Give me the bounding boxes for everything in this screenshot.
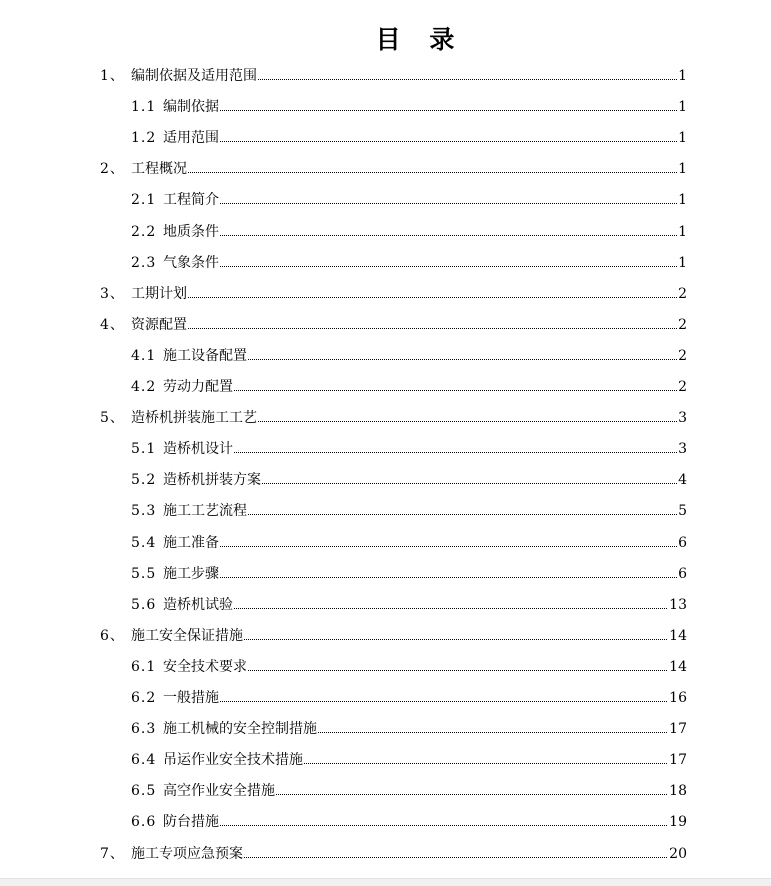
toc-entry-page: 3 [677,406,687,430]
toc-entry-title: 气象条件 [163,251,220,275]
toc-entry-number: 5.2 [131,472,157,489]
toc-entry[interactable] [0,842,771,866]
toc-entry-number: 4.2 [131,379,157,395]
toc-entry[interactable] [0,499,771,523]
toc-entry-title: 一般措施 [163,686,220,710]
toc-entry-title: 造桥机设计 [163,437,234,461]
toc-entry[interactable] [0,406,771,430]
toc-entry-number: 6.1 [131,658,157,675]
toc-entry[interactable] [0,64,771,88]
toc-entry-title: 工期计划 [131,282,188,306]
toc-entry-page: 16 [668,686,687,710]
toc-entry[interactable] [0,157,771,181]
toc-entry-title: 适用范围 [163,126,220,150]
toc-entry-page: 5 [677,499,687,523]
toc-entry-number: 1.1 [131,99,157,116]
dot-leader [163,608,679,609]
toc-entry[interactable] [0,95,771,119]
dot-leader [163,110,679,111]
toc-entry-number: 4.1 [131,347,157,364]
dot-leader [163,390,679,391]
toc-entry-number: 2.2 [131,223,157,240]
toc-entry[interactable] [0,220,771,244]
toc-entry[interactable] [0,593,771,617]
dot-leader [163,203,679,204]
toc-entry-page: 1 [677,126,687,150]
toc-entry-title: 防台措施 [163,810,220,834]
toc-entry-title: 安全技术要求 [163,655,248,679]
toc-entry-number: 5、 [100,410,125,427]
toc-entry-title: 编制依据 [163,95,220,119]
toc-entry-page: 2 [677,282,687,306]
dot-leader [163,825,679,826]
toc-entry[interactable] [0,313,771,337]
toc-entry-number: 5.3 [131,503,157,520]
toc-entry-number: 1、 [100,68,125,84]
toc-entry[interactable] [0,562,771,586]
toc-entry-page: 13 [668,593,687,617]
toc-entry-title: 施工步骤 [163,562,220,586]
toc-entry-page: 2 [677,344,687,368]
toc-entry-page: 4 [677,468,687,492]
toc-entry-title: 吊运作业安全技术措施 [163,748,304,772]
toc-entry-number: 5.6 [131,596,157,613]
dot-leader [163,577,679,578]
dot-leader [163,266,679,267]
dot-leader [131,172,679,173]
toc-entry[interactable] [0,624,771,648]
toc-entry[interactable] [0,686,771,710]
toc-entry-number: 1.2 [131,130,157,147]
toc-entry-page: 1 [677,220,687,244]
toc-entry-title: 资源配置 [131,313,188,337]
toc-entry-page: 2 [677,313,687,337]
dot-leader [163,701,679,702]
toc-entry[interactable] [0,188,771,212]
toc-entry-page: 19 [668,810,687,834]
dot-leader [131,328,679,329]
dot-leader [163,452,679,453]
toc-entry-title: 施工机械的安全控制措施 [163,717,318,741]
toc-entry-title: 劳动力配置 [163,375,234,399]
toc-entry-number: 6.4 [131,752,157,769]
toc-entry-title: 高空作业安全措施 [163,779,276,803]
toc-entry-page: 6 [677,531,687,555]
toc-entry-title: 造桥机试验 [163,593,234,617]
toc-entry[interactable] [0,717,771,741]
toc-entry-page: 2 [677,375,687,399]
toc-entry-title: 编制依据及适用范围 [131,64,258,88]
toc-entry[interactable] [0,748,771,772]
toc-entry[interactable] [0,375,771,399]
toc-entry[interactable] [0,810,771,834]
toc-entry-page: 6 [677,562,687,586]
toc-entry-title: 施工专项应急预案 [131,842,244,866]
toc-entry-number: 6、 [100,627,125,644]
toc-entry-page: 17 [668,748,687,772]
toc-entry[interactable] [0,437,771,461]
toc-entry-number: 6.2 [131,690,157,706]
toc-entry-title: 施工安全保证措施 [131,624,244,648]
toc-entry-title: 工程概况 [131,157,188,181]
toc-entry-number: 6.5 [131,783,157,800]
toc-entry-number: 2.1 [131,192,157,209]
dot-leader [163,235,679,236]
toc-entry-page: 1 [677,188,687,212]
toc-entry[interactable] [0,282,771,306]
toc-entry-number: 5.5 [131,565,157,582]
toc-entry-title: 施工工艺流程 [163,499,248,523]
toc-entry-page: 18 [668,779,687,803]
toc-entry[interactable] [0,531,771,555]
toc-entry-page: 14 [668,655,687,679]
toc-entry[interactable] [0,468,771,492]
toc-entry-title: 地质条件 [163,220,220,244]
toc-entry[interactable] [0,655,771,679]
toc-entry-number: 5.1 [131,441,157,458]
toc-entry-page: 1 [677,157,687,181]
toc-entry[interactable] [0,251,771,275]
toc-entry[interactable] [0,126,771,150]
toc-entry-number: 4、 [100,316,125,333]
toc-entry-page: 1 [677,251,687,275]
dot-leader [163,546,679,547]
toc-entry-page: 1 [677,64,687,88]
toc-entry-title: 施工准备 [163,531,220,555]
toc-entry-number: 6.3 [131,721,157,738]
toc-entry-number: 6.6 [131,814,157,831]
toc-entry[interactable] [0,344,771,368]
dot-leader [131,297,679,298]
toc-entry-title: 造桥机拼装施工工艺 [131,406,258,430]
toc-entry-title: 造桥机拼装方案 [163,468,262,492]
toc-entry-number: 2、 [100,161,125,178]
toc-entry[interactable] [0,779,771,803]
toc-entry-number: 2.3 [131,254,157,271]
toc-title: 目 录 [375,25,465,54]
toc-entry-title: 工程简介 [163,188,220,212]
toc-entry-page: 1 [677,95,687,119]
toc-entry-page: 17 [668,717,687,741]
toc-entry-number: 5.4 [131,534,157,551]
toc-entry-title: 施工设备配置 [163,344,248,368]
toc-entry-number: 7、 [100,845,125,862]
toc-entry-page: 20 [668,842,687,866]
toc-entry-page: 14 [668,624,687,648]
dot-leader [163,141,679,142]
toc-entry-number: 3、 [100,285,125,302]
toc-entry-page: 3 [677,437,687,461]
